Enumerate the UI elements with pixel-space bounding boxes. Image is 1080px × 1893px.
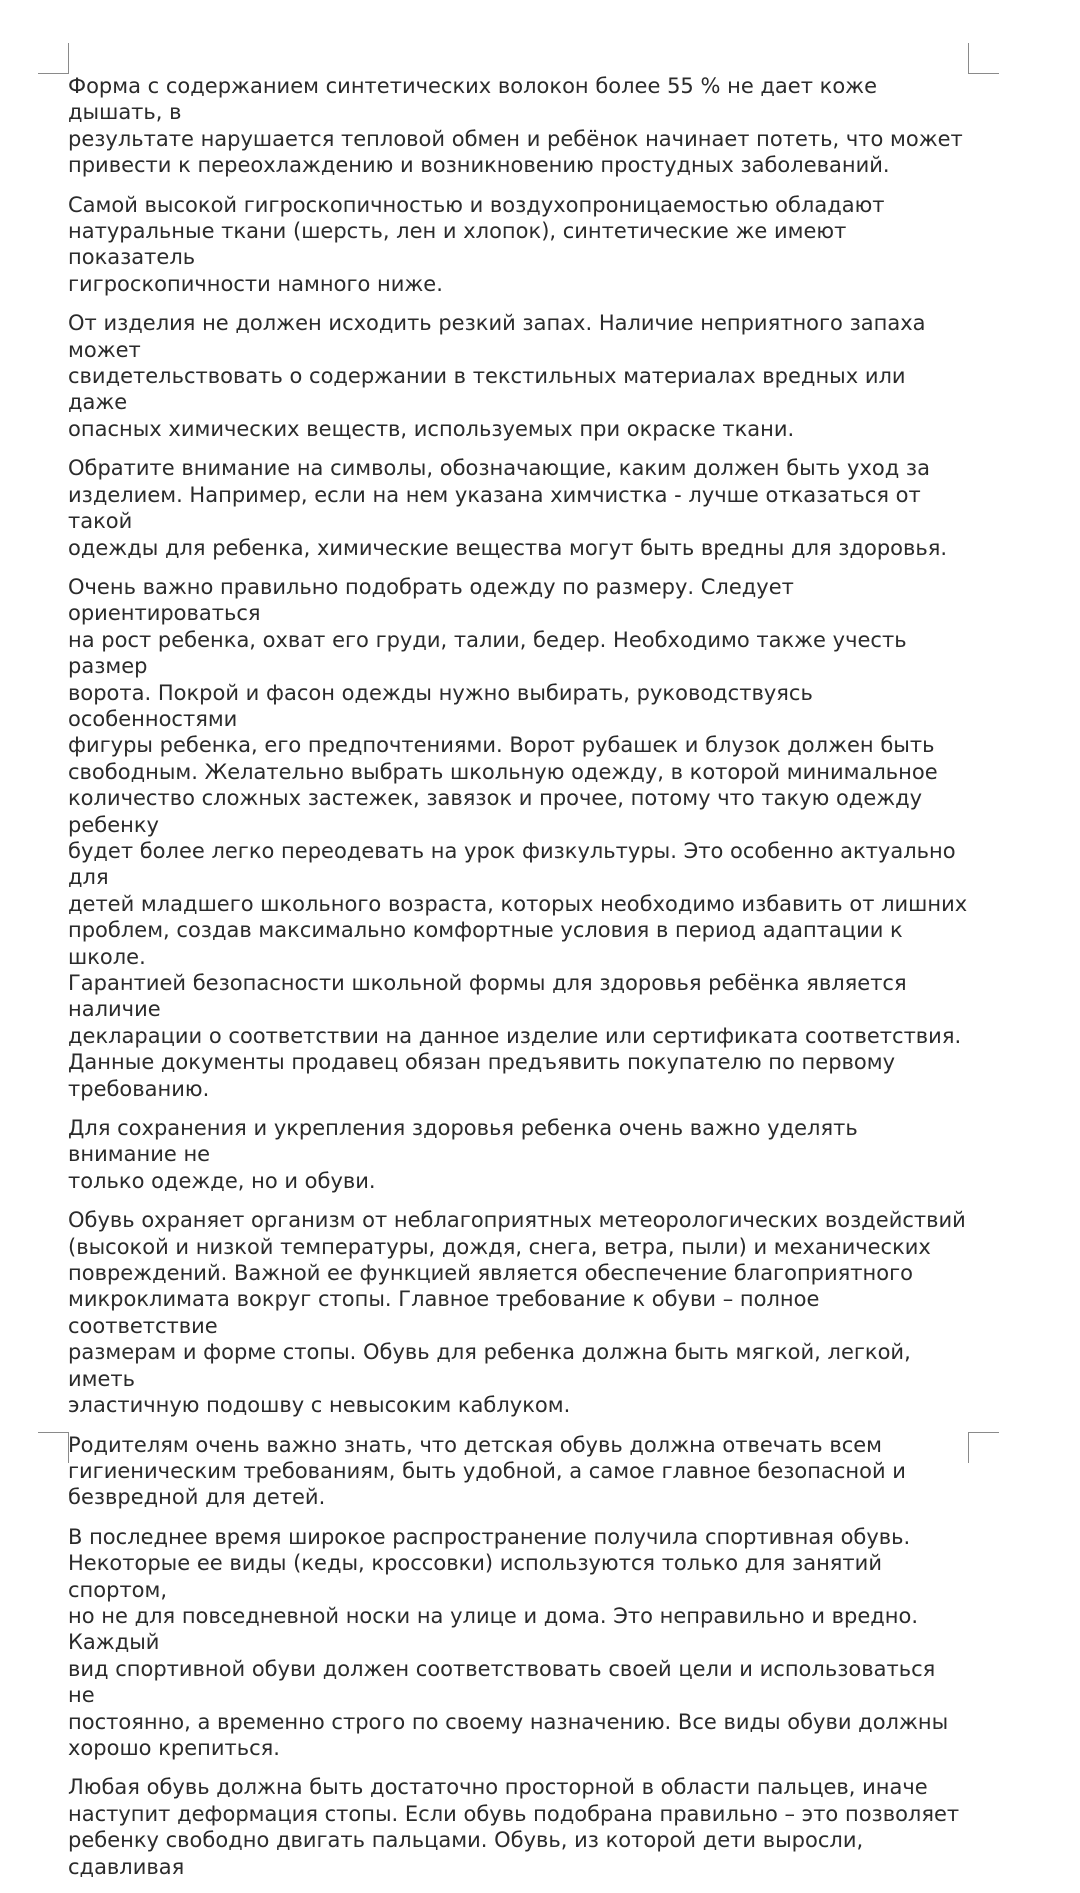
paragraph: Очень важно правильно подобрать одежду по размеру. Следует ориентироваться на рост ребенка, охват его груди, талии, бедер. Необходимо также учесть размер ворота. Покрой и фасон одежды нужно выбирать, руководствуясь особенностями фигуры ребенка, его предпочтениями. Ворот рубашек и блузок должен быть свободным. Желательно выбрать школьную одежду, в которой минимальное количество сложных застежек, завязок и прочее, потому что такую одежду ребенку будет более легко переодевать на урок физкультуры. Это особенно актуально для детей младшего школьного возраста, которых необходимо избавить от лишних проблем, создав максимально комфортные условия в период адаптации к школе. Гарантией безопасности школьной формы для здоровья ребёнка является наличие декларации о соответствии на данное изделие или сертификата соответствия. Данные документы продавец обязан предъявить покупателю по первому требованию. xyxy=(68,574,968,1101)
crop-mark-top-left xyxy=(38,43,69,74)
paragraph: Для сохранения и укрепления здоровья ребенка очень важно уделять внимание не только одежде, но и обуви. xyxy=(68,1116,858,1193)
crop-mark-bottom-left xyxy=(38,1432,69,1463)
paragraph: В последнее время широкое распространение получила спортивная обувь. Некоторые ее виды (кеды, кроссовки) используются только для занятий спортом, но не для повседневной носки на улице и дома. Это неправильно и вредно. Каждый вид спортивной обуви должен соответствовать своей цели и использоваться не постоянно, а временно строго по своему назначению. Все виды обуви должны хорошо крепиться. xyxy=(68,1524,949,1760)
crop-mark-bottom-right xyxy=(968,1432,999,1463)
document-body xyxy=(68,73,968,1893)
crop-mark-top-right xyxy=(968,43,999,74)
paragraph: Любая обувь должна быть достаточно просторной в области пальцев, иначе наступит деформация стопы. Если обувь подобрана правильно – это позволяет ребенку свободно двигать пальцами. Обувь, из которой дети выросли, сдавливая xyxy=(68,1775,960,1879)
paragraph: Обратите внимание на символы, обозначающие, каким должен быть уход за изделием. Например, если на нем указана химчистка - лучше отказаться от такой одежды для ребенка, химические вещества могут быть вредны для здоровья. xyxy=(68,456,948,560)
paragraph: Обувь охраняет организм от неблагоприятных метеорологических воздействий (высокой и низкой температуры, дождя, снега, ветра, пыли) и механических повреждений. Важной ее функцией является обеспечение благоприятного микроклимата вокруг стопы. Главное требование к обуви – полное соответствие размерам и форме стопы. Обувь для ребенка должна быть мягкой, легкой, иметь эластичную подошву с невысоким каблуком. xyxy=(68,1208,966,1418)
paragraph: От изделия не должен исходить резкий запах. Наличие неприятного запаха может свидетельствовать о содержании в текстильных материалах вредных или даже опасных химических веществ, используемых при окраске ткани. xyxy=(68,311,926,441)
paragraph: Форма с содержанием синтетических волокон более 55 % не дает коже дышать, в результате нарушается тепловой обмен и ребёнок начинает потеть, что может привести к переохлаждению и возникновению простудных заболеваний. xyxy=(68,74,963,178)
paragraph: Родителям очень важно знать, что детская обувь должна отвечать всем гигиеническим требованиям, быть удобной, а самое главное безопасной и безвредной для детей. xyxy=(68,1432,906,1510)
paragraph: Самой высокой гигроскопичностью и воздухопроницаемостью обладают натуральные ткани (шерсть, лен и хлопок), синтетические же имеют показатель гигроскопичности намного ниже. xyxy=(68,192,885,296)
